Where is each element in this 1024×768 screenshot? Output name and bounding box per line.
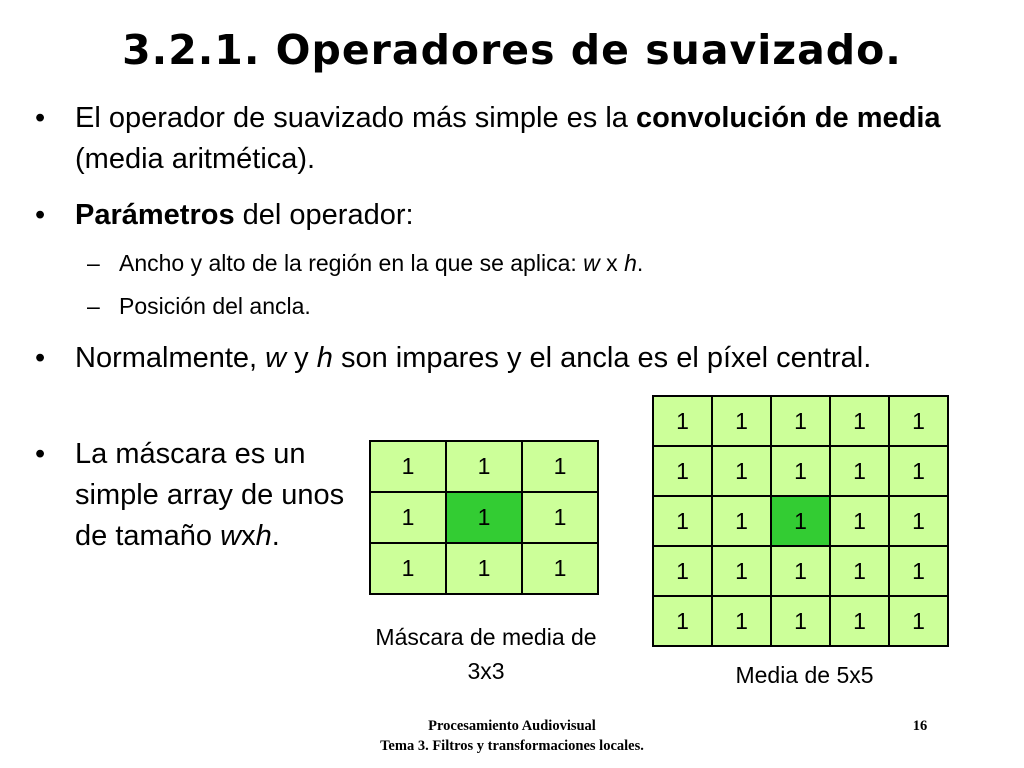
- bullet-text: (media aritmética).: [75, 143, 316, 175]
- var-w: w: [220, 520, 242, 552]
- mask-5x5-caption: Media de 5x5: [735, 662, 874, 688]
- var-h: h: [255, 520, 272, 552]
- subbullet-text: Posición del ancla.: [119, 293, 311, 319]
- subbullet-marker: –: [87, 250, 100, 276]
- bullet-mask-array: [35, 434, 355, 557]
- mask-row: [653, 396, 948, 446]
- bullet-text: del operador:: [234, 199, 414, 231]
- bullet-marker: •: [35, 342, 46, 374]
- period: .: [271, 520, 280, 552]
- mask-cell: 1: [830, 596, 889, 646]
- mask-row: [653, 446, 948, 496]
- mask-cell: 1: [370, 543, 446, 594]
- bullet-mean-convolution: [35, 98, 1005, 180]
- var-w: w: [583, 250, 600, 276]
- mask-cell: 1: [370, 441, 446, 492]
- mask-cell: 1: [889, 546, 948, 596]
- mask-cell: 1: [712, 546, 771, 596]
- bullet-odd-sizes: [35, 338, 1010, 379]
- times-sign: x: [599, 250, 625, 276]
- mask-cell: 1: [889, 496, 948, 546]
- footer-course: Procesamiento Audiovisual: [428, 718, 596, 734]
- subbullet-marker: –: [87, 293, 100, 319]
- mask-anchor-cell: 1: [446, 492, 522, 543]
- mask-cell: 1: [522, 441, 598, 492]
- bullet-marker: •: [35, 438, 46, 470]
- slide-title: 3.2.1. Operadores de suavizado.: [122, 26, 902, 74]
- mask-cell: 1: [522, 492, 598, 543]
- var-w: w: [265, 342, 287, 374]
- period: .: [636, 250, 644, 276]
- bullet-bold-term: Parámetros: [75, 199, 235, 231]
- mask-row: [370, 492, 598, 543]
- mask-cell: 1: [889, 446, 948, 496]
- mask-cell: 1: [653, 396, 712, 446]
- footer-topic: Tema 3. Filtros y transformaciones locales.: [380, 738, 644, 754]
- bullet-text: La máscara es un simple array de unos de tamaño: [75, 438, 345, 552]
- mask-cell: 1: [370, 492, 446, 543]
- mask-cell: 1: [830, 446, 889, 496]
- mask-5x5-table: [652, 395, 949, 647]
- mask-row: [370, 441, 598, 492]
- mask-cell: 1: [653, 496, 712, 546]
- mask-cell: 1: [712, 496, 771, 546]
- mask-cell: 1: [653, 596, 712, 646]
- mask-cell: 1: [712, 446, 771, 496]
- mask-cell: 1: [889, 396, 948, 446]
- slide-footer: [0, 716, 1024, 756]
- mask-cell: 1: [771, 546, 830, 596]
- page-number: 16: [912, 718, 928, 734]
- subbullet-width-height: [87, 248, 919, 278]
- mask-cell: 1: [830, 496, 889, 546]
- subbullet-text: Ancho y alto de la región en la que se aplica:: [119, 250, 584, 276]
- mask-row: [370, 543, 598, 594]
- mask-cell: 1: [830, 546, 889, 596]
- mask-row: [653, 496, 948, 546]
- mask-cell: 1: [771, 596, 830, 646]
- mask-cell: 1: [653, 446, 712, 496]
- bullet-text: Normalmente,: [75, 342, 266, 374]
- mask-cell: 1: [771, 396, 830, 446]
- mask-anchor-cell: 1: [771, 496, 830, 546]
- mask-cell: 1: [522, 543, 598, 594]
- bullet-text: son impares y el ancla es el píxel central.: [332, 342, 872, 374]
- mask-cell: 1: [889, 596, 948, 646]
- mask-cell: 1: [446, 543, 522, 594]
- conjunction: y: [286, 342, 317, 374]
- mask-cell: 1: [712, 596, 771, 646]
- mask-row: [653, 546, 948, 596]
- mask-3x3-table: [369, 440, 599, 595]
- mask-cell: 1: [771, 446, 830, 496]
- mask-row: [653, 596, 948, 646]
- bullet-bold-term: convolución de media: [635, 102, 941, 134]
- mask-cell: 1: [653, 546, 712, 596]
- mask-cell: 1: [830, 396, 889, 446]
- var-h: h: [624, 250, 637, 276]
- var-h: h: [316, 342, 333, 374]
- subbullet-anchor: [87, 291, 919, 321]
- mask-3x3-caption: Máscara de media de 3x3: [375, 624, 597, 684]
- bullet-parameters: [35, 195, 975, 236]
- mask-cell: 1: [712, 396, 771, 446]
- mask-cell: 1: [446, 441, 522, 492]
- bullet-marker: •: [35, 102, 46, 134]
- bullet-marker: •: [35, 199, 46, 231]
- times-sign: x: [241, 520, 256, 552]
- bullet-text: El operador de suavizado más simple es la: [75, 102, 636, 134]
